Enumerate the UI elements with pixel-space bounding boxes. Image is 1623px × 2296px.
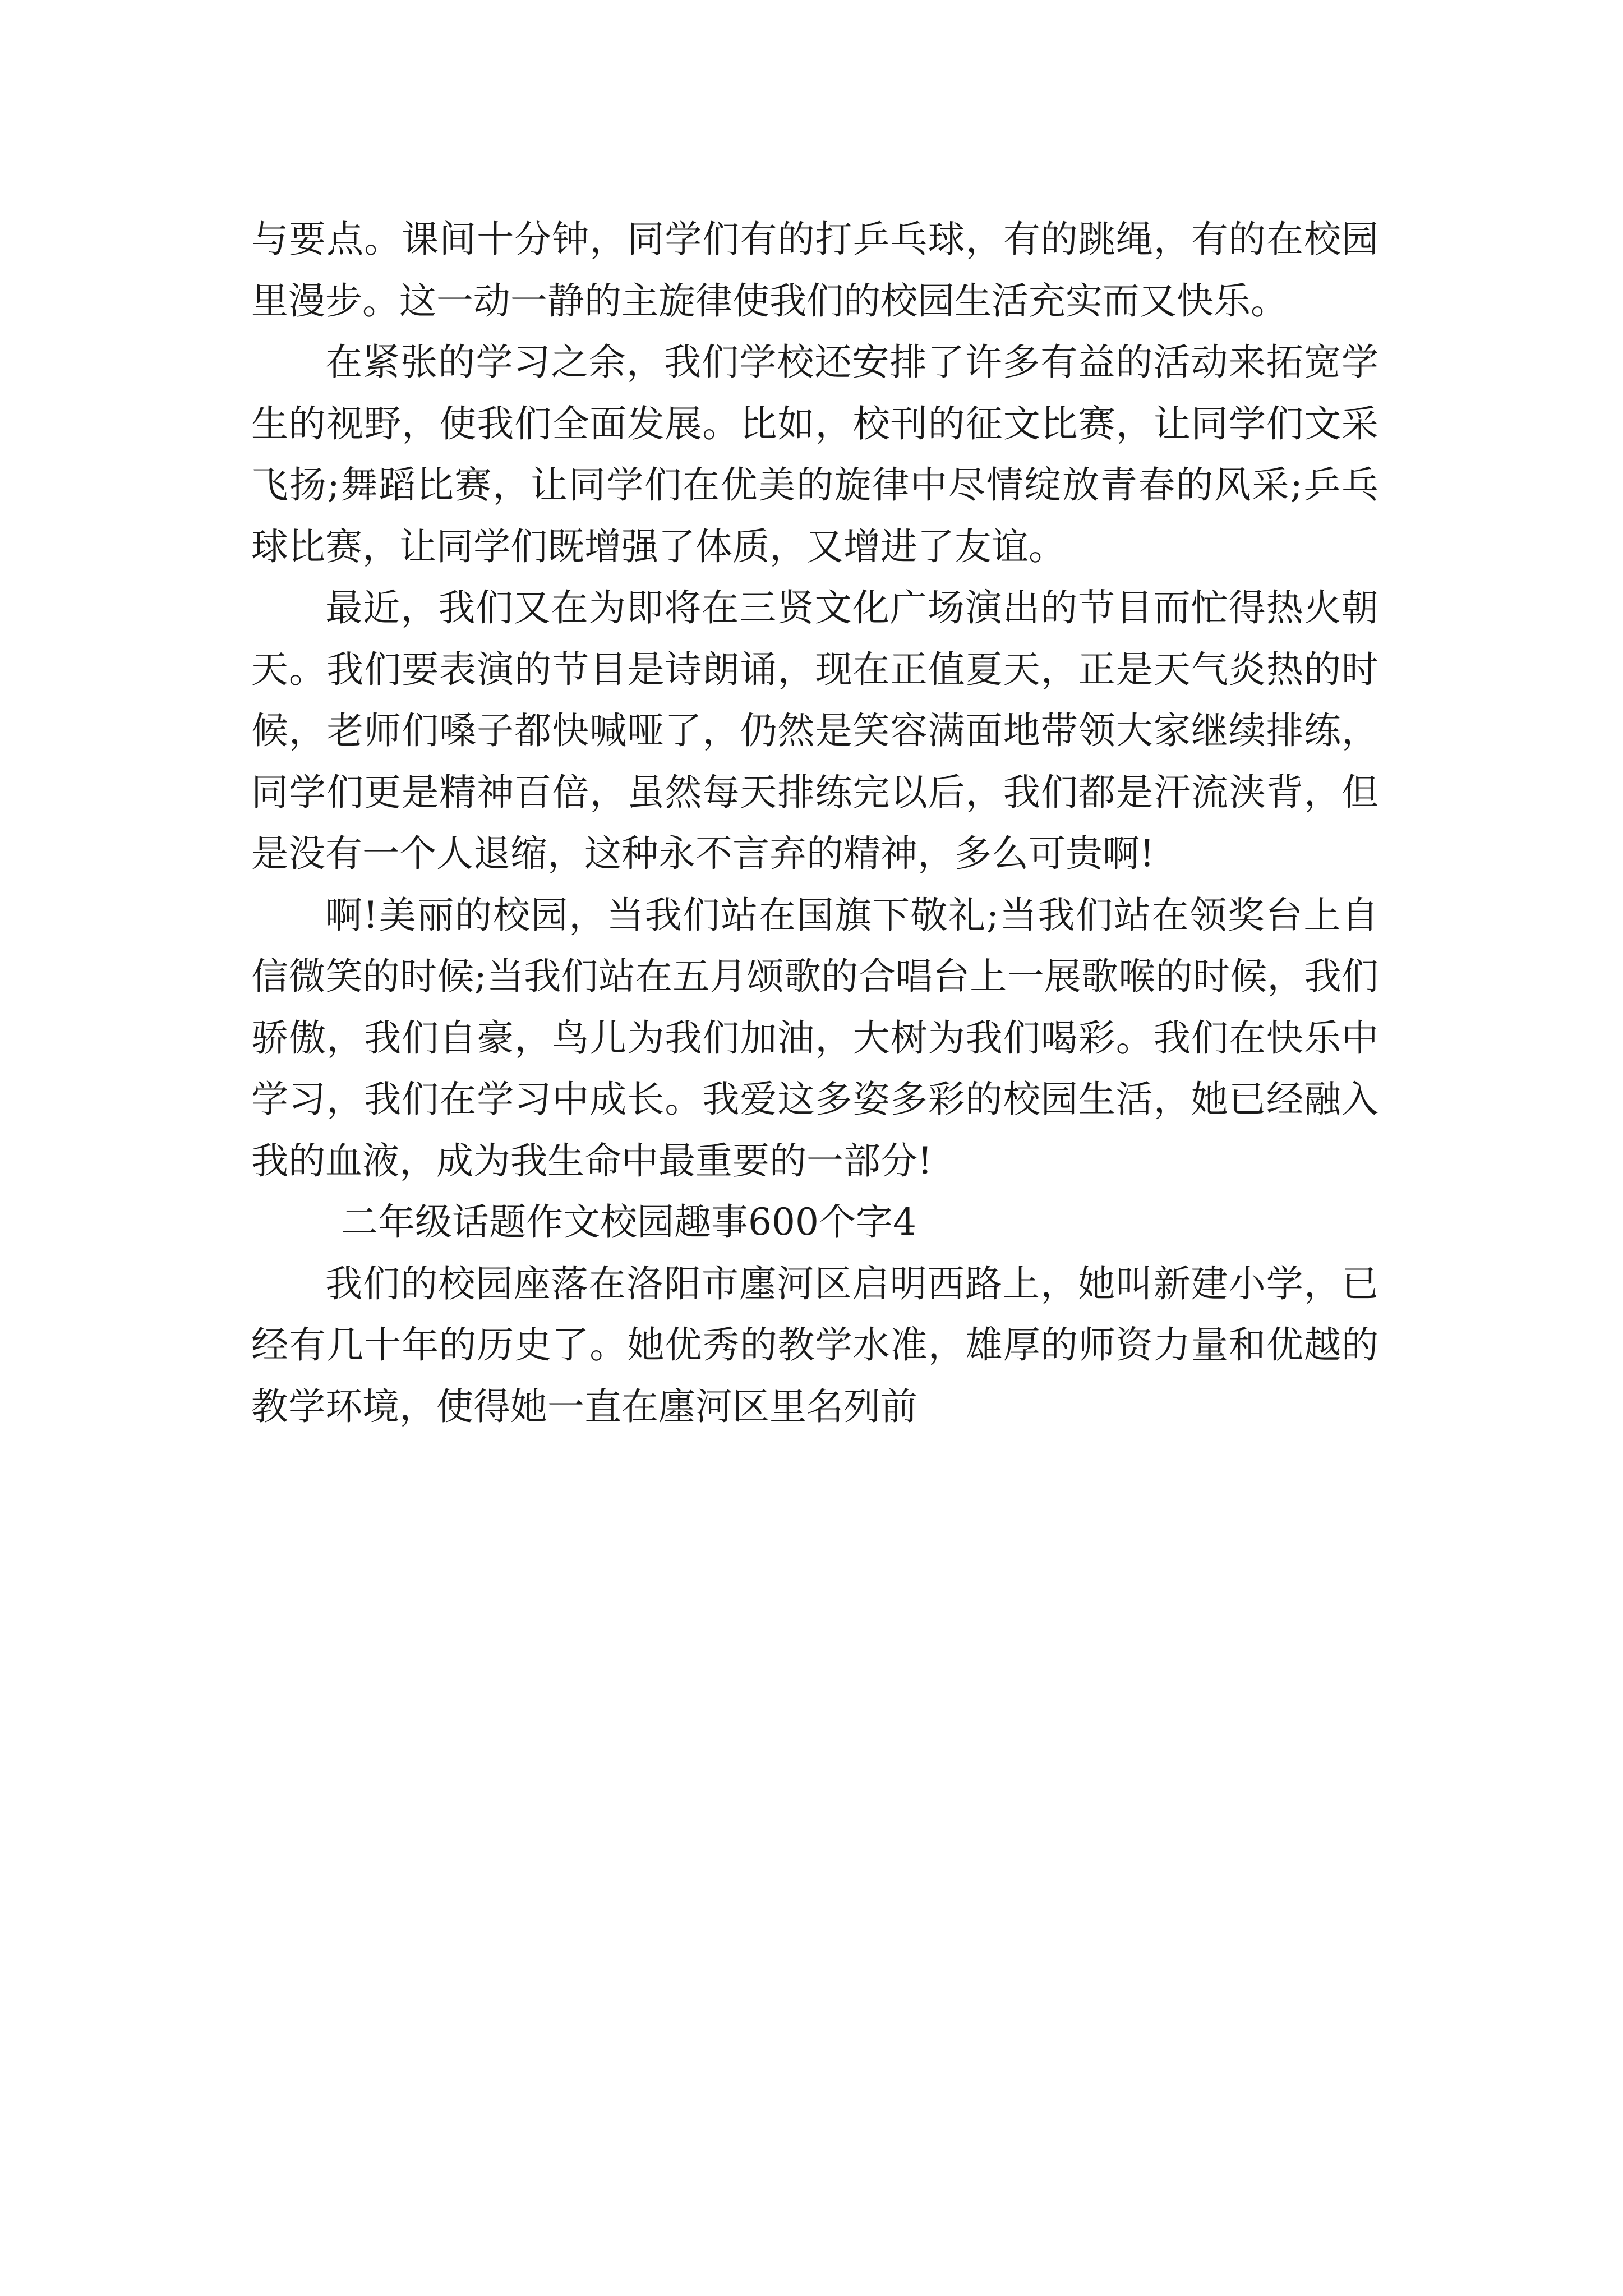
paragraph-1: 与要点。课间十分钟，同学们有的打乒乓球，有的跳绳，有的在校园里漫步。这一动一静的主旋律使我们的校园生活充实而又快乐。: [251, 218, 1378, 323]
document-body: [251, 209, 1378, 1437]
section-heading: 二年级话题作文校园趣事600个字4: [341, 1200, 916, 1244]
paragraph-2: 在紧张的学习之余，我们学校还安排了许多有益的活动来拓宽学生的视野，使我们全面发展。比如，校刊的征文比赛，让同学们文采飞扬;舞蹈比赛，让同学们在优美的旋律中尽情绽放青春的风采;乒乓球比赛，让同学们既增强了体质，又增进了友谊。: [251, 341, 1378, 568]
paragraph-5: 我们的校园座落在洛阳市廛河区启明西路上，她叫新建小学，已经有几十年的历史了。她优秀的教学水准，雄厚的师资力量和优越的教学环境，使得她一直在廛河区里名列前: [251, 1262, 1378, 1428]
paragraph-4: 啊!美丽的校园，当我们站在国旗下敬礼;当我们站在领奖台上自信微笑的时候;当我们站在五月颂歌的合唱台上一展歌喉的时候，我们骄傲，我们自豪，鸟儿为我们加油，大树为我们喝彩。我们在快乐中学习，我们在学习中成长。我爱这多姿多彩的校园生活，她已经融入我的血液，成为我生命中最重要的一部分!: [251, 893, 1378, 1182]
paragraph-3: 最近，我们又在为即将在三贤文化广场演出的节目而忙得热火朝天。我们要表演的节目是诗朗诵，现在正值夏天，正是天气炎热的时候，老师们嗓子都快喊哑了，仍然是笑容满面地带领大家继续排练，同学们更是精神百倍，虽然每天排练完以后，我们都是汗流浃背，但是没有一个人退缩，这种永不言弃的精神，多么可贵啊!: [251, 586, 1378, 875]
